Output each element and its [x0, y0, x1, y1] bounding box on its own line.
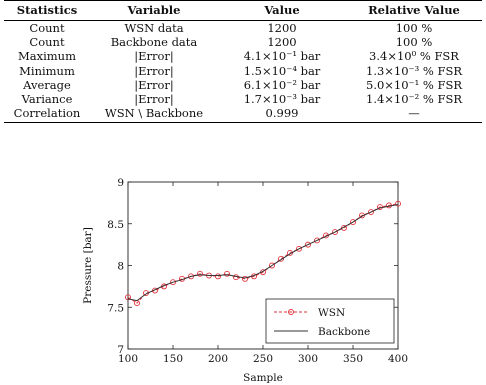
legend-wsn-label: WSN	[318, 307, 346, 319]
legend-backbone-label: Backbone	[318, 326, 371, 338]
table-cell: Correlation	[4, 106, 90, 123]
table-cell: Backbone data	[110, 35, 198, 50]
table-cell: 100 %	[395, 35, 433, 50]
table-cell: |Error|	[134, 63, 174, 78]
table-cell: |Error|	[134, 92, 174, 107]
header-variable: Variable	[90, 1, 218, 21]
table-cell: 1.7×10⁻³ bar	[243, 92, 321, 107]
table-cell: |Error|	[134, 77, 174, 92]
table-cell: Count	[29, 35, 65, 50]
x-tick-label: 350	[342, 353, 364, 365]
y-tick-label: 7	[117, 344, 124, 356]
table-cell: —	[346, 106, 482, 123]
y-tick-label: 7.5	[107, 302, 124, 315]
header-statistics: Statistics	[4, 1, 90, 21]
table-cell: 1200	[267, 21, 297, 35]
table-cell: 6.1×10⁻² bar	[243, 77, 321, 92]
table-cell: 1.5×10⁻⁴ bar	[243, 63, 321, 78]
table-cell: 3.4×10⁰ % FSR	[369, 49, 459, 64]
x-tick-label: 200	[207, 353, 229, 365]
y-tick-label: 8.5	[107, 218, 124, 231]
table-cell: Average	[23, 77, 71, 92]
y-tick-label: 9	[117, 177, 124, 189]
x-tick-label: 300	[297, 353, 319, 365]
x-tick-label: 250	[252, 353, 274, 365]
x-tick-label: 400	[387, 353, 409, 365]
x-tick-label: 150	[162, 353, 184, 365]
table-cell: Variance	[21, 92, 73, 107]
table-cell: 1200	[267, 35, 297, 50]
header-relative-value: Relative Value	[346, 1, 482, 21]
y-axis-label: Pressure [bar]	[82, 227, 94, 304]
y-tick-label: 8	[117, 260, 124, 273]
table-cell: 4.1×10⁻¹ bar	[243, 49, 321, 64]
table-cell: 1.4×10⁻² % FSR	[366, 92, 462, 107]
table-cell: Count	[29, 21, 65, 35]
table-cell: 100 %	[395, 21, 433, 35]
table-cell: 1.3×10⁻³ % FSR	[366, 63, 462, 78]
table-cell: WSN data	[124, 21, 184, 35]
table-cell: 5.0×10⁻¹ % FSR	[366, 77, 462, 92]
header-value: Value	[218, 1, 346, 21]
table-cell: Minimum	[19, 63, 75, 78]
table-cell: WSN \ Backbone	[90, 106, 218, 123]
x-tick-label: 100	[117, 353, 139, 365]
x-axis-label: Sample	[243, 372, 283, 384]
table-cell: Maximum	[17, 49, 76, 64]
table-cell: 0.999	[218, 106, 346, 123]
table-cell: |Error|	[134, 49, 174, 64]
